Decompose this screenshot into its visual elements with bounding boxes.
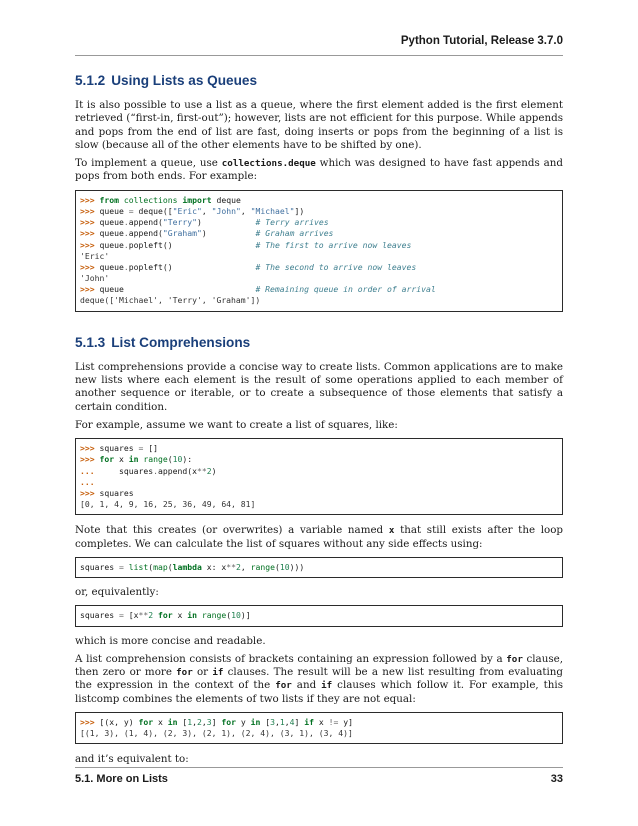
code-prompt: >>> [80,454,100,465]
code-builtin: map [153,561,168,572]
code-text: x [153,717,168,728]
code-text: ]) [294,205,305,216]
code-text: x [313,717,329,728]
code-text: squares [80,561,119,572]
code-line [80,477,558,488]
code-line [80,454,558,465]
inline-code-if: if [321,680,333,692]
code-text: deque([ [133,205,173,216]
code-text: ( [274,561,280,572]
code-output: deque(['Michael', 'Terry', 'Graham']) [80,295,261,306]
code-block-squares-listcomp [75,605,563,626]
code-operator: != [328,717,339,728]
code-comment: # Remaining queue in order of arrival [255,284,436,295]
code-builtin: list [128,561,149,572]
paragraph-queues-intro: It is also possible to use a list as a queue, where the first element added is the first element retrieved (“first-in, first-out”); however, lists are not efficient for this purpose. While appends and pops from the end of list are fast, doing inserts or pops from the beginning of a list is slow (because all of the other elements have to be shifted by one). [75,99,563,151]
paragraph-equivalently: or, equivalently: [75,586,159,599]
code-prompt: ... [80,476,95,487]
code-text: append( [128,228,163,239]
code-string: "Terry" [162,217,197,228]
code-text: , [274,717,280,728]
code-text: ) [197,217,256,228]
code-text: squares [80,610,119,621]
code-text: popleft() [128,261,256,272]
section-title-comprehensions [75,333,563,352]
code-string: "Michael" [250,205,295,216]
code-number: 2 [196,717,202,728]
code-operator: ** [138,610,149,621]
running-header-title: Python Tutorial, Release 3.7.0 [400,35,563,47]
code-number: 4 [289,717,295,728]
code-operator: ** [226,561,236,572]
code-line [80,251,558,262]
code-keyword: for [138,717,154,728]
code-prompt: >>> [80,228,100,239]
text-fragment: A list comprehension consists of brackets containing an expression followed by a [75,652,507,665]
code-keyword: if [304,717,314,728]
code-line [80,728,558,739]
code-prompt: >>> [80,717,100,728]
code-text: x: x [201,561,227,572]
code-text: ): [182,454,193,465]
code-keyword: for [99,454,115,465]
code-operator: = [138,443,144,454]
code-operator: ** [196,465,207,476]
code-line [80,228,558,239]
code-text: [] [143,443,158,454]
paragraph-comprehensions-intro: List comprehensions provide a concise way to create lists. Common applications are to make new lists where each element is the result of some operations applied to each member of another sequence or iterable, or to create a subsequence of those elements that satisfy a certain condition. [75,360,563,413]
paragraph-listcomp-definition [75,653,563,706]
code-operator: . [123,261,129,272]
code-line [80,610,558,621]
paragraph-queues-deque [75,157,563,184]
code-block-queue [75,190,563,312]
code-text: ] [211,717,222,728]
code-text: squares [99,465,154,476]
code-prompt: >>> [80,487,100,498]
code-text: deque [211,194,241,205]
code-text: squares [99,487,134,498]
code-text: ( [148,561,154,572]
code-comment: # Graham arrives [255,228,334,239]
code-keyword: in [128,454,139,465]
code-prompt: ... [80,465,100,476]
inline-code-x: x [388,525,395,537]
footer-page-number: 33 [550,773,563,785]
code-line [80,717,558,728]
code-text: ) [201,228,256,239]
code-keyword: in [187,610,197,621]
code-number: 2 [235,561,241,572]
code-keyword: import [182,194,212,205]
header-rule [75,55,563,56]
code-keyword: for [221,717,236,728]
code-output: [0, 1, 4, 9, 16, 25, 36, 49, 64, 81] [80,499,256,510]
code-text: ] [294,717,305,728]
code-number: 3 [270,717,275,728]
code-operator: . [123,217,129,228]
code-prompt: >>> [80,443,100,454]
code-number: 3 [206,717,212,728]
footer-section-name: 5.1. More on Lists [75,773,168,785]
code-number: 10 [172,454,183,465]
code-text: ( [226,610,232,621]
code-text: , [240,561,251,572]
code-text: squares [99,443,139,454]
code-builtin: range [250,561,275,572]
inline-code-for: for [275,680,292,692]
code-text: [(x, y) [99,717,139,728]
code-line [80,262,558,273]
code-text: ) [211,465,217,476]
code-builtin: range [201,610,227,621]
code-operator: . [123,228,129,239]
code-number: 10 [231,610,241,621]
code-line [80,466,558,477]
section-number: 5.1.3 [75,334,106,350]
code-line [80,273,558,284]
code-output: 'John' [80,273,110,284]
code-block-squares-map [75,557,563,578]
code-text: queue [99,239,124,250]
text-fragment: clauses which follow it. For example, this listcomp combines the elements of two lists if they are not equal: [75,679,563,705]
code-text: ( [167,454,173,465]
text-fragment: and [291,679,322,692]
code-keyword: in [167,717,178,728]
inline-code-for: for [176,667,193,679]
code-text: , [284,717,290,728]
code-text: ))) [289,561,305,572]
code-builtin: collections [123,194,178,205]
code-keyword: for [157,610,173,621]
section-title-text: List Comprehensions [111,334,251,350]
code-text: ( [167,561,173,572]
code-text: queue [99,217,124,228]
code-line [80,217,558,228]
code-line [80,195,558,206]
section-number: 5.1.2 [75,73,106,88]
code-text: , [201,205,212,216]
code-line [80,206,558,217]
text-fragment: or [192,666,213,679]
paragraph-side-effects [75,524,563,551]
code-text: , [192,717,197,728]
code-keyword: in [250,717,261,728]
paragraph-equivalent-to: and it’s equivalent to: [75,753,189,766]
footer-rule [75,767,563,768]
code-number: 2 [148,610,154,621]
text-fragment: that still exists after the loop completes. We can calculate the list of squares without any side effects using: [75,524,564,550]
code-number: 1 [279,717,285,728]
code-text: y [235,717,251,728]
code-prompt: >>> [80,194,100,205]
code-block-pairs [75,712,563,744]
text-fragment: Note that this creates (or overwrites) a variable named [75,524,389,537]
code-text: queue [99,284,256,295]
code-block-squares-loop [75,438,563,515]
code-operator: = [118,561,124,572]
code-prompt: >>> [80,205,100,216]
code-line [80,284,558,295]
section-title-text: Using Lists as Queues [111,73,258,88]
code-line [80,488,558,499]
code-keyword: lambda [172,561,202,572]
code-prompt: >>> [80,284,100,295]
code-text: append(x [157,465,197,476]
text-fragment: clause, then zero or more [75,652,563,679]
code-number: 2 [206,465,212,476]
code-keyword: from [99,194,119,205]
code-line [80,443,558,454]
text-fragment: clauses. The result will be a new list resulting from evaluating the expression in the context of the [75,666,564,692]
code-text: queue [99,205,129,216]
code-output: 'Eric' [80,250,110,261]
inline-code-deque: collections.deque [221,158,316,170]
code-string: "John" [211,205,241,216]
paragraph-squares-example: For example, assume we want to create a list of squares, like: [75,418,398,431]
code-string: "Eric" [172,205,202,216]
code-text: y] [338,717,353,728]
code-operator: . [123,239,129,250]
code-output: [(1, 3), (1, 4), (2, 3), (2, 1), (2, 4), (3, 1), (3, 4)] [80,728,353,739]
code-text: x [114,454,129,465]
code-builtin: range [143,454,168,465]
code-text: , [240,205,251,216]
code-text: append( [128,217,163,228]
code-prompt: >>> [80,261,100,272]
code-text: )] [240,610,251,621]
page-content [75,71,563,767]
code-line [80,240,558,251]
code-text: , [201,717,207,728]
code-prompt: >>> [80,239,100,250]
code-operator: . [153,465,158,476]
section-title-queues [75,71,563,90]
code-comment: # The second to arrive now leaves [255,261,417,272]
text-fragment: To implement a queue, use [75,157,222,170]
text-fragment: which was designed to have fast appends and pops from both ends. For example: [75,157,564,183]
code-text: [x [123,610,139,621]
code-prompt: >>> [80,217,100,228]
code-comment: # The first to arrive now leaves [255,239,412,250]
code-text: x [172,610,188,621]
code-number: 1 [187,717,193,728]
code-comment: # Terry arrives [255,217,329,228]
code-text: queue [99,228,124,239]
inline-code-if: if [212,667,224,679]
code-line [80,562,558,573]
code-line [80,295,558,306]
code-string: "Graham" [162,228,202,239]
paragraph-concise: which is more concise and readable. [75,634,266,647]
code-text: popleft() [128,239,256,250]
code-text: [ [260,717,271,728]
code-text: queue [99,261,124,272]
code-operator: = [118,610,124,621]
code-number: 10 [279,561,290,572]
code-text: [ [177,717,188,728]
code-line [80,499,558,510]
inline-code-for: for [506,653,523,665]
code-operator: = [128,205,134,216]
